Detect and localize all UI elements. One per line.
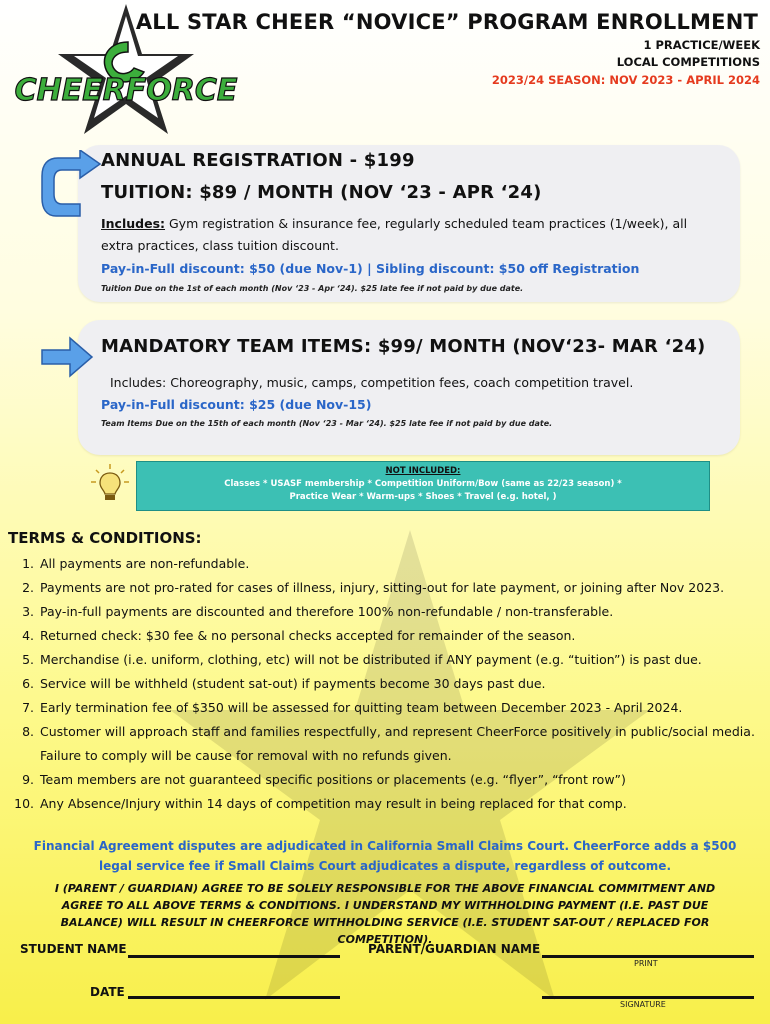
term-item: 4. Returned check: $30 fee & no personal checks accepted for remainder of the season. <box>38 624 770 648</box>
not-included-label: NOT INCLUDED: <box>385 466 461 476</box>
includes-text: Gym registration & insurance fee, regularly scheduled team practices (1/week), all <box>165 216 688 231</box>
term-item: 5. Merchandise (i.e. uniform, clothing, etc) will not be distributed if ANY payment (e.g. “tuition”) is past due. <box>38 648 770 672</box>
lightbulb-icon <box>88 462 132 506</box>
parent-name-label: PARENT/GUARDIAN NAME <box>368 942 541 956</box>
team-items-heading: MANDATORY TEAM ITEMS: $99/ MONTH (NOV‘23- MAR ‘24) <box>101 336 706 357</box>
term-item: 2. Payments are not pro-rated for cases of illness, injury, sitting-out for late payment, or joining after Nov 2023. <box>38 576 770 600</box>
signature-label: SIGNATURE <box>620 1000 666 1009</box>
not-included-box <box>136 461 710 511</box>
tuition-due-note: Tuition Due on the 1st of each month (Nov ‘23 - Apr ‘24). $25 late fee if not paid by due date. <box>101 284 524 293</box>
team-items-due-note: Team Items Due on the 15th of each month (Nov ‘23 - Mar ‘24). $25 late fee if not paid by due date. <box>101 419 553 428</box>
not-included-line1: Classes * USASF membership * Competition Uniform/Bow (same as 22/23 season) * <box>224 479 622 489</box>
term-item: 3. Pay-in-full payments are discounted and therefore 100% non-refundable / non-transferable. <box>38 600 770 624</box>
date-label: DATE <box>90 985 125 999</box>
tuition-heading: TUITION: $89 / MONTH (NOV ‘23 - APR ‘24) <box>101 182 542 203</box>
term-item: 6. Service will be withheld (student sat-out) if payments become 30 days past due. <box>38 672 770 696</box>
term-item: 1. All payments are non-refundable. <box>38 552 770 576</box>
team-items-discount: Pay-in-Full discount: $25 (due Nov-15) <box>101 397 372 412</box>
right-arrow-icon <box>40 336 94 378</box>
term-item: 10. Any Absence/Injury within 14 days of competition may result in being replaced for that comp. <box>38 792 770 816</box>
tuition-discount: Pay-in-Full discount: $50 (due Nov-1) | Sibling discount: $50 off Registration <box>101 261 640 276</box>
student-name-line[interactable] <box>128 955 340 958</box>
annual-registration-heading: ANNUAL REGISTRATION - $199 <box>101 150 415 171</box>
term-item: 8. Customer will approach staff and families respectfully, and represent CheerForce positively in public/social media. Failure to comply will be cause for removal with no refunds given. <box>38 720 770 768</box>
tuition-includes-cont: extra practices, class tuition discount. <box>101 238 339 253</box>
signature-line[interactable] <box>542 996 754 999</box>
competition-type: LOCAL COMPETITIONS <box>616 55 760 69</box>
includes-label: Includes: <box>101 216 166 231</box>
team-items-includes: Includes: Choreography, music, camps, competition fees, coach competition travel. <box>110 375 634 390</box>
parent-name-line[interactable] <box>542 955 754 958</box>
curved-arrow-icon <box>40 150 102 222</box>
tuition-includes <box>101 216 687 231</box>
page-title: ALL STAR CHEER “NOVICE” PROGRAM ENROLLMENT <box>135 10 758 34</box>
parent-agreement-statement: I (PARENT / GUARDIAN) AGREE TO BE SOLELY RESPONSIBLE FOR THE ABOVE FINANCIAL COMMITMENT AND AGREE TO ALL ABOVE TERMS & CONDITIONS. I UNDERSTAND MY WITHHOLDING PAYMENT (I.E. PAST DUE BALANCE) WILL RESULT IN CHEERFORCE WITHHOLDING SERVICE (I.E. STUDENT SAT-OUT / REPLACED FOR COMPETITION). <box>54 882 716 946</box>
svg-text:CHEERFORCE: CHEERFORCE <box>14 73 238 108</box>
print-label: PRINT <box>634 959 658 968</box>
financial-agreement-note: Financial Agreement disputes are adjudicated in California Small Claims Court. CheerForce adds a $500 legal service fee if Small Claims Court adjudicates a dispute, regardless of outcome. <box>33 839 737 873</box>
terms-list <box>0 552 770 816</box>
season-dates: 2023/24 SEASON: NOV 2023 - APRIL 2024 <box>491 73 760 87</box>
practice-frequency: 1 PRACTICE/WEEK <box>643 38 760 52</box>
term-item: 9. Team members are not guaranteed specific positions or placements (e.g. “flyer”, “front row”) <box>38 768 770 792</box>
terms-heading: TERMS & CONDITIONS: <box>8 529 202 547</box>
not-included-line2: Practice Wear * Warm-ups * Shoes * Travel (e.g. hotel, ) <box>289 492 557 502</box>
term-item: 7. Early termination fee of $350 will be assessed for quitting team between December 2023 - April 2024. <box>38 696 770 720</box>
date-line[interactable] <box>128 996 340 999</box>
student-name-label: STUDENT NAME <box>20 942 127 956</box>
